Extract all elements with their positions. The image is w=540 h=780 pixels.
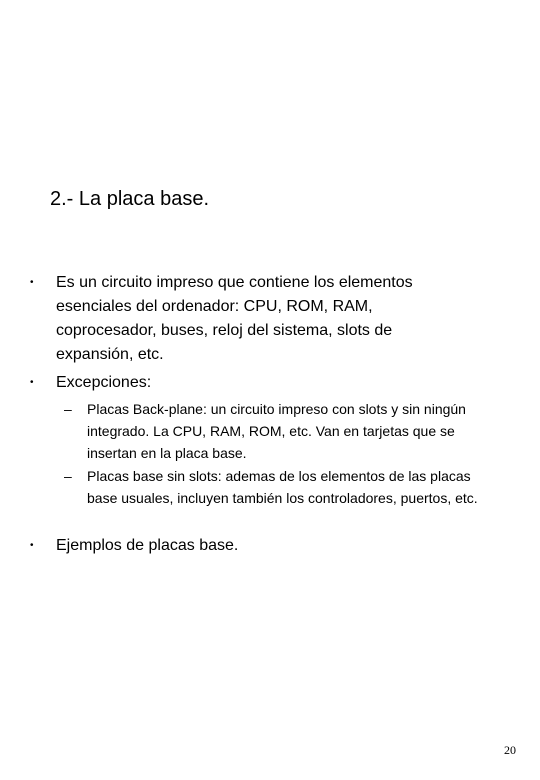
bullet-text: Es un circuito impreso que contiene los elementos esenciales del ordenador: CPU, ROM, RAM, coprocesador, buses, reloj del sistema, slots de expansión, etc.	[56, 274, 413, 363]
slide-title: 2.- La placa base.	[50, 188, 209, 210]
bullet-marker: •	[30, 540, 34, 551]
bullet-text: Excepciones:	[56, 374, 152, 391]
bullet-marker: •	[30, 277, 34, 288]
sub-item-text: Placas Back-plane: un circuito impreso con slots y sin ningún integrado. La CPU, RAM, ROM, etc. Van en tarjetas que se insertan en la placa base.	[87, 401, 466, 461]
dash-marker: –	[64, 401, 72, 417]
bullet-item-exceptions	[30, 371, 510, 395]
bullet-item-definition	[30, 271, 510, 367]
dash-marker: –	[64, 468, 72, 484]
sub-item-no-slots	[64, 465, 504, 509]
bullet-marker: •	[30, 377, 34, 388]
sub-item-text: Placas base sin slots: ademas de los elementos de las placas base usuales, incluyen también los controladores, puertos, etc.	[87, 468, 478, 506]
page-number: 20	[504, 743, 516, 757]
sub-item-backplane	[64, 398, 504, 464]
bullet-text: Ejemplos de placas base.	[56, 537, 239, 554]
bullet-item-examples	[30, 534, 510, 558]
